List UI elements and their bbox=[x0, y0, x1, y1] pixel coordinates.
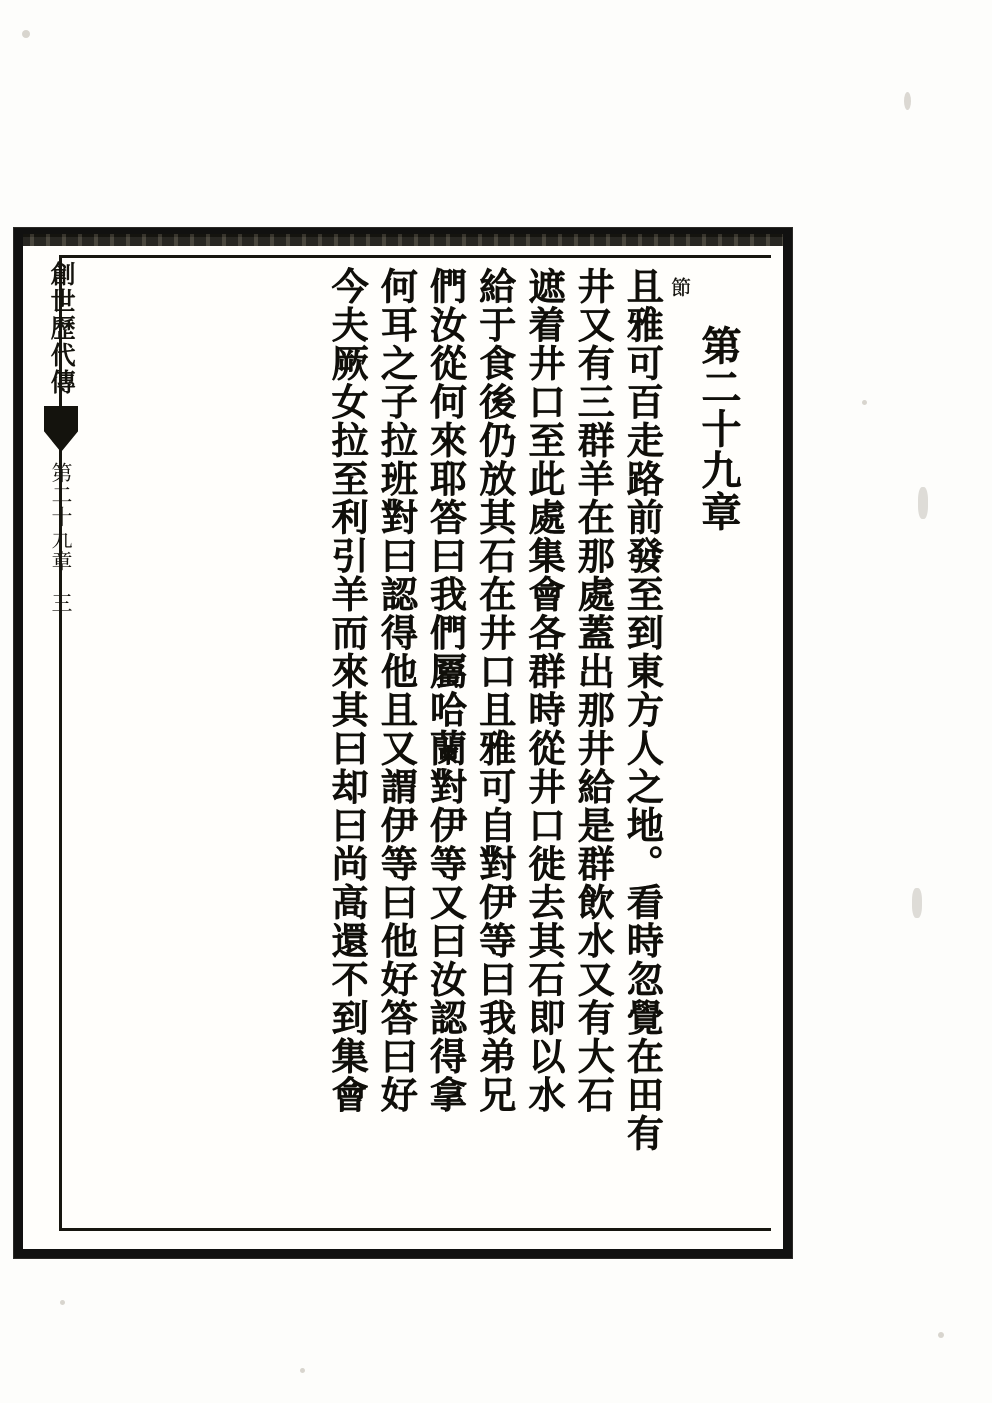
scanned-page-block bbox=[14, 228, 792, 1258]
text-column-2: 井又有三群羊在那處蓋出那井給是群飲水又有大石 bbox=[571, 267, 616, 1114]
scan-speck bbox=[862, 400, 867, 405]
main-text-body bbox=[75, 267, 765, 1225]
block-border-outer bbox=[14, 228, 792, 1258]
text-column-3: 遮着井口至此處集會各群時從井口徙去其石即以水 bbox=[521, 267, 566, 1114]
scan-speck bbox=[22, 30, 30, 38]
text-column-5: 們汝從何來耶答曰我們屬哈蘭對伊等又曰汝認得拿 bbox=[423, 267, 468, 1114]
scan-speck bbox=[912, 888, 922, 918]
fishtail-ornament bbox=[44, 406, 78, 452]
scan-speck bbox=[300, 1368, 305, 1373]
text-column-6: 何耳之子拉班對曰認得他且又謂伊等曰他好答曰好 bbox=[374, 267, 419, 1114]
text-column-4: 給于食後仍放其石在井口且雅可自對伊等曰我弟兄 bbox=[472, 267, 517, 1114]
scan-speck bbox=[904, 92, 911, 110]
section-mark: 節 bbox=[667, 277, 692, 297]
text-column-1: 且雅可百走路前發至到東方人之地。看時忽覺在田有 bbox=[620, 267, 665, 1153]
spine-chapter-marker: 第二十九章 bbox=[49, 462, 74, 572]
scan-speck bbox=[60, 1300, 65, 1305]
book-title: 創世歷代傳 bbox=[47, 261, 77, 396]
scan-speck bbox=[938, 1332, 944, 1338]
chapter-title: 第二十九章 bbox=[695, 325, 742, 533]
text-column-7: 今夫厥女拉至利引羊而來其曰却曰尚高還不到集會 bbox=[325, 267, 370, 1114]
scan-speck bbox=[918, 487, 928, 519]
page-number: 三 bbox=[49, 592, 73, 613]
